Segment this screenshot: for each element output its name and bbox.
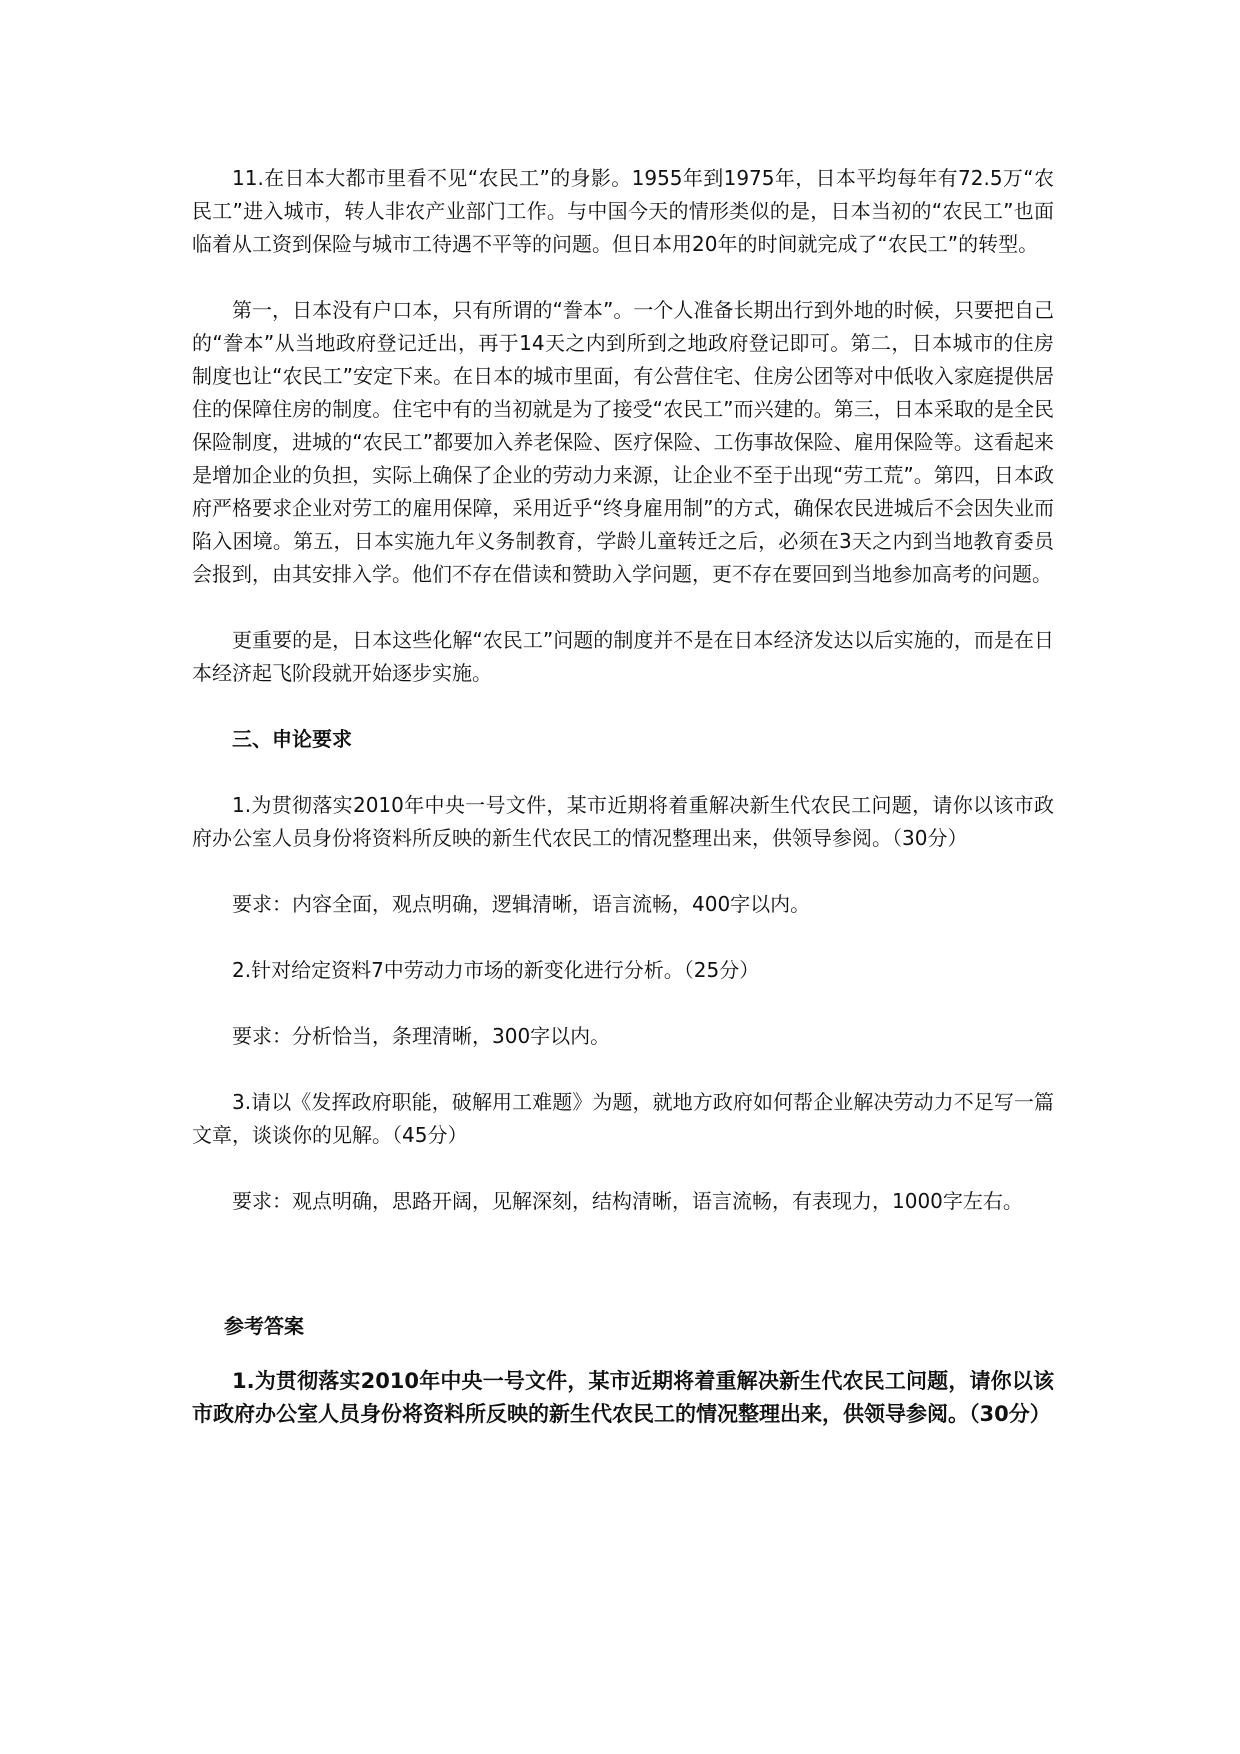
material-paragraph-japan-measures: 第一，日本没有户口本，只有所谓的“誊本”。一个人准备长期出行到外地的时候，只要把自己的“誊本”从当地政府登记迁出，再于14天之内到所到之地政府登记即可。第二，日本城市的住房制度也让“农民工”安定下来。在日本的城市里面，有公营住宅、住房公团等对中低收入家庭提供居住的保障住房的制度。住宅中有的当初就是为了接受“农民工”而兴建的。第三，日本采取的是全民保险制度，进城的“农民工”都要加入养老保险、医疗保险、工伤事故保险、雇用保险等。这看起来是增加企业的负担，实际上确保了企业的劳动力来源，让企业不至于出现“劳工荒”。第四，日本政府严格要求企业对劳工的雇用保障，采用近乎“终身雇用制”的方式，确保农民进城后不会因失业而陷入困境。第五，日本实施九年义务制教育，学龄儿童转迁之后，必须在3天之内到当地教育委员会报到，由其安排入学。他们不存在借读和赞助入学问题，更不存在要回到当地参加高考的问题。 [192,298,1054,586]
material-paragraph-conclusion: 更重要的是，日本这些化解“农民工”问题的制度并不是在日本经济发达以后实施的，而是在日本经济起飞阶段就开始逐步实施。 [192,628,1054,685]
question-3-requirement: 要求：观点明确，思路开阔，见解深刻，结构清晰，语言流畅，有表现力，1000字左右。 [232,1189,1023,1213]
section-heading-requirements: 三、申论要求 [232,727,352,751]
question-2: 2.针对给定资料7中劳动力市场的新变化进行分析。（25分） [232,958,760,982]
material-paragraph-11: 11.在日本大都市里看不见“农民工”的身影。1955年到1975年，日本平均每年有72.5万“农民工”进入城市，转人非农产业部门工作。与中国今天的情形类似的是，日本当初的“农民工”也面临着从工资到保险与城市工待遇不平等的问题。但日本用20年的时间就完成了“农民工”的转型。 [192,166,1054,256]
question-2-requirement: 要求：分析恰当，条理清晰，300字以内。 [232,1024,611,1048]
question-3: 3.请以《发挥政府职能，破解用工难题》为题，就地方政府如何帮企业解决劳动力不足写一篇文章，谈谈你的见解。（45分） [192,1090,1054,1147]
question-1-requirement: 要求：内容全面，观点明确，逻辑清晰，语言流畅，400字以内。 [232,892,811,916]
answer-section-title: 参考答案 [224,1314,304,1338]
question-1: 1.为贯彻落实2010年中央一号文件，某市近期将着重解决新生代农民工问题，请你以该市政府办公室人员身份将资料所反映的新生代农民工的情况整理出来，供领导参阅。（30分） [192,793,1054,850]
document-body [192,162,1054,1431]
answer-question-1: 1.为贯彻落实2010年中央一号文件，某市近期将着重解决新生代农民工问题，请你以该市政府办公室人员身份将资料所反映的新生代农民工的情况整理出来，供领导参阅。（30分） [192,1369,1054,1426]
